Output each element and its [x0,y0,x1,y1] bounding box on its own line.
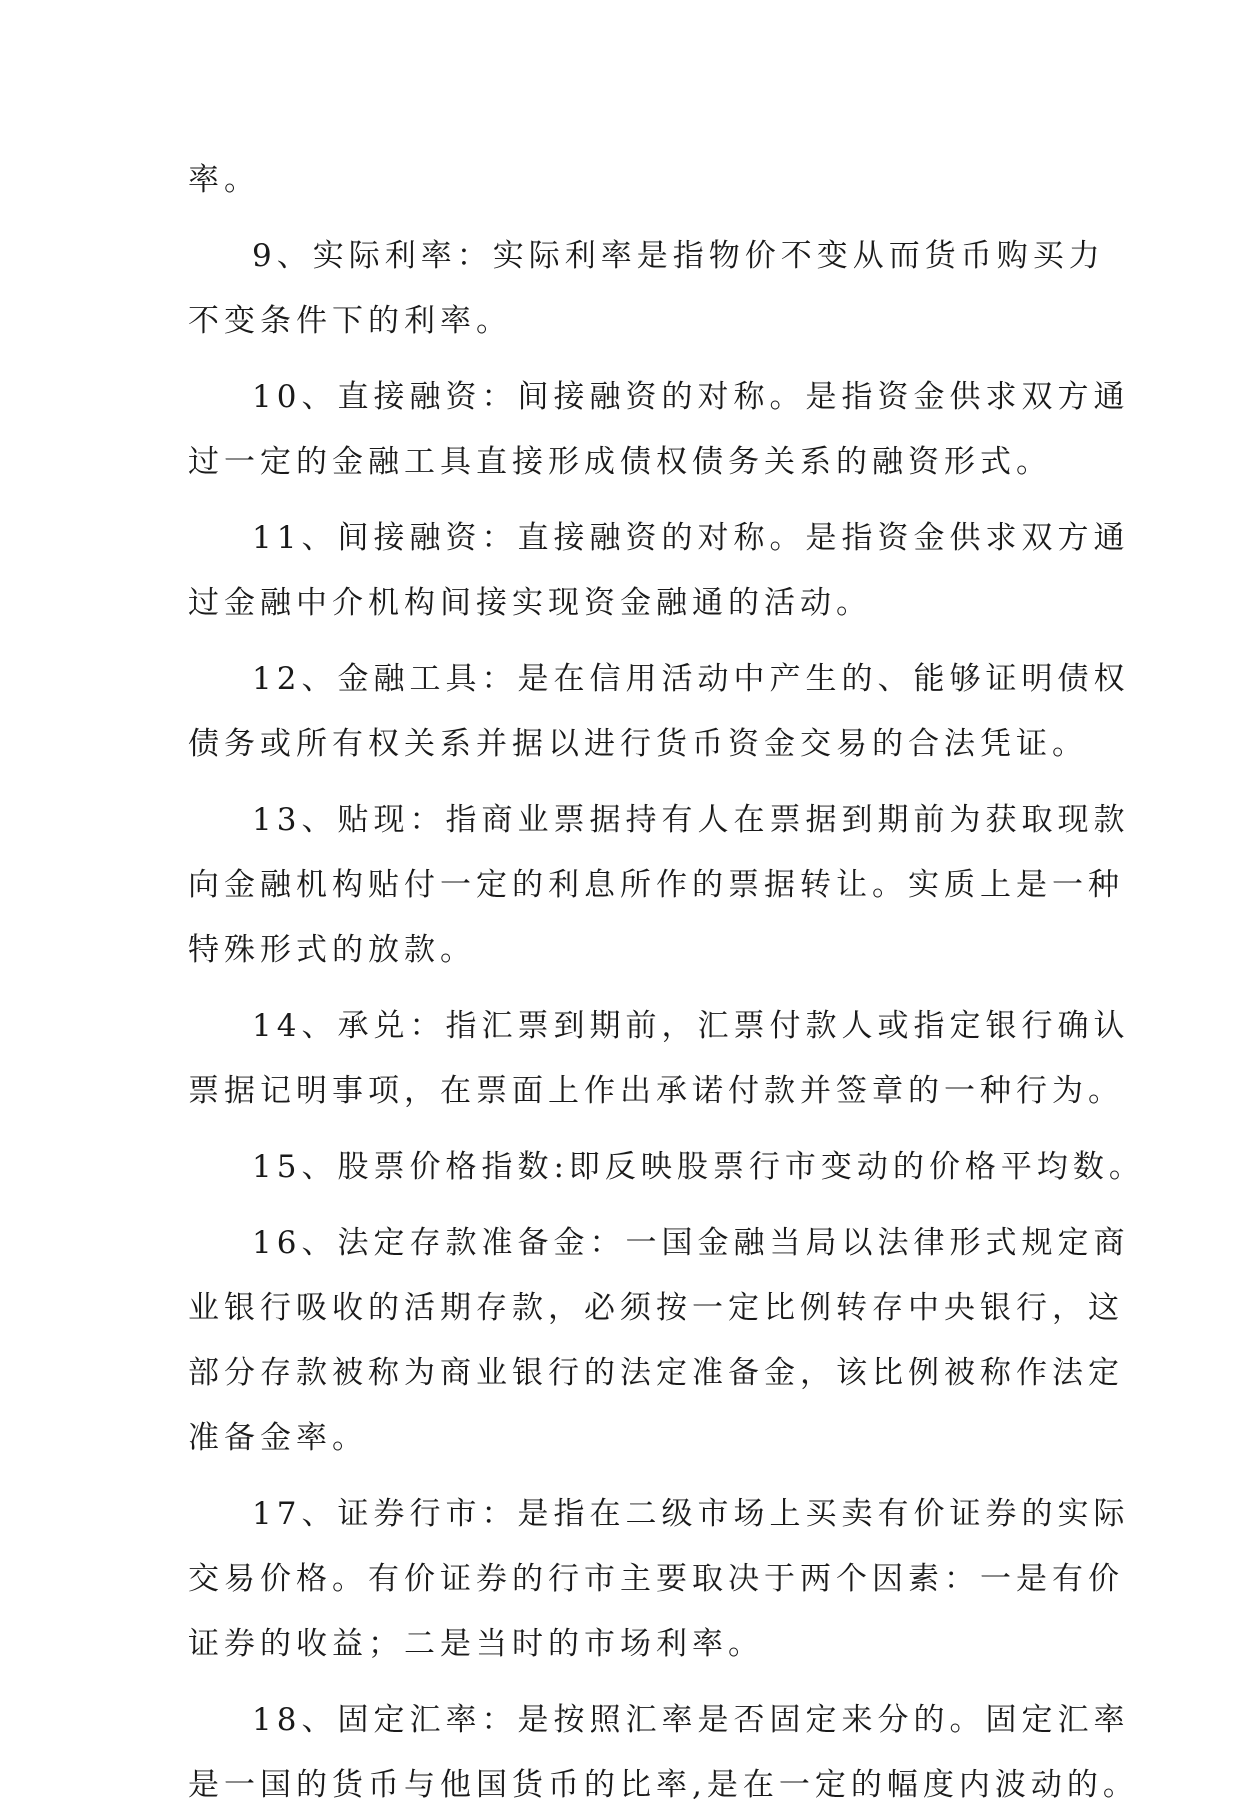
text-line: 业银行吸收的活期存款，必须按一定比例转存中央银行，这 [188,1290,1124,1326]
text-line: 交易价格。有价证券的行市主要取决于两个因素：一是有价 [188,1561,1124,1597]
text-line: 15、股票价格指数:即反映股票行市变动的价格平均数。 [252,1149,1145,1185]
paragraph-gap [188,354,1068,365]
text-line: 18、固定汇率：是按照汇率是否固定来分的。固定汇率 [252,1702,1130,1738]
paragraph-gap [188,1471,1068,1482]
text-line: 过一定的金融工具直接形成债权债务关系的融资形式。 [188,444,1052,480]
paragraph-gap [188,983,1068,994]
text-line: 12、金融工具：是在信用活动中产生的、能够证明债权 [252,661,1130,697]
text-line: 准备金率。 [188,1420,368,1456]
paragraph-gap [188,1124,1068,1135]
paragraph-gap [188,777,1068,788]
text-line: 13、贴现：指商业票据持有人在票据到期前为获取现款 [252,802,1130,838]
text-line: 向金融机构贴付一定的利息所作的票据转让。实质上是一种 [188,867,1124,903]
text-line: 票据记明事项，在票面上作出承诺付款并签章的一种行为。 [188,1073,1124,1109]
text-line: 过金融中介机构间接实现资金融通的活动。 [188,585,872,621]
text-line: 9、实际利率：实际利率是指物价不变从而货币购买力 [252,238,1105,274]
paragraph-gap [188,1200,1068,1211]
text-line: 债务或所有权关系并据以进行货币资金交易的合法凭证。 [188,726,1088,762]
text-line: 率。 [188,162,260,198]
text-line: 17、证券行市：是指在二级市场上买卖有价证券的实际 [252,1496,1130,1532]
text-line: 证券的收益；二是当时的市场利率。 [188,1626,764,1662]
text-line: 是一国的货币与他国货币的比率,是在一定的幅度内波动的。 [188,1767,1139,1803]
text-line: 16、法定存款准备金：一国金融当局以法律形式规定商 [252,1225,1130,1261]
paragraph-gap [188,213,1068,224]
document-body [188,148,1145,1818]
paragraph-gap [188,495,1068,506]
paragraph-gap [188,1677,1068,1688]
text-line: 特殊形式的放款。 [188,932,476,968]
text-line: 14、承兑：指汇票到期前，汇票付款人或指定银行确认 [252,1008,1130,1044]
text-line: 11、间接融资：直接融资的对称。是指资金供求双方通 [252,520,1130,556]
text-line: 不变条件下的利率。 [188,303,512,339]
text-line: 部分存款被称为商业银行的法定准备金，该比例被称作法定 [188,1355,1124,1391]
text-line: 10、直接融资：间接融资的对称。是指资金供求双方通 [252,379,1130,415]
paragraph-gap [188,636,1068,647]
